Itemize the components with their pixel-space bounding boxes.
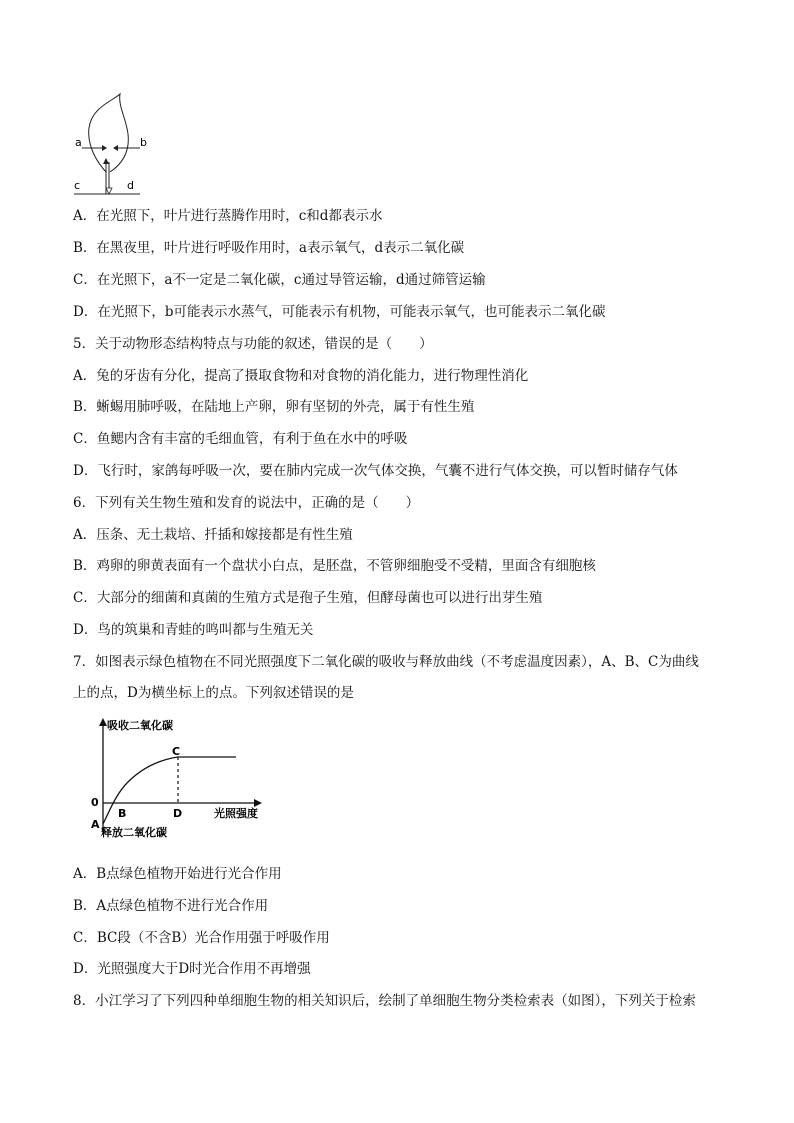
q7-option-d: D．光照强度大于D时光合作用不再增强 [73,961,311,977]
y-axis-arrow [99,718,107,726]
arrow-a [102,145,107,151]
q4-option-c: C．在光照下，a不一定是二氧化碳，c通过导管运输，d通过筛管运输 [73,272,486,288]
q7-option-c: C．BC段（不含B）光合作用强于呼吸作用 [73,930,330,946]
leaf-label-b: b [140,136,147,149]
q7-stem-line2: 上的点，D为横坐标上的点。下列叙述错误的是 [73,685,354,701]
q5-option-b: B．蜥蜴用肺呼吸，在陆地上产卵，卵有坚韧的外壳，属于有性生殖 [73,399,475,415]
arrow-b [113,145,118,151]
q6-option-b: B．鸡卵的卵黄表面有一个盘状小白点，是胚盘，不管卵细胞受不受精，里面含有细胞核 [73,558,596,574]
q7-stem-line1: 7．如图表示绿色植物在不同光照强度下二氧化碳的吸收与释放曲线（不考虑温度因素），A、B、C为曲线 [73,654,699,670]
q6-stem: 6．下列有关生物生殖和发育的说法中，正确的是（ ） [73,495,420,511]
q6-option-a: A．压条、无土栽培、扦插和嫁接都是有性生殖 [73,527,353,543]
leaf-outline [89,94,129,172]
q6-option-d: D．鸟的筑巢和青蛙的鸣叫都与生殖无关 [73,622,314,638]
q4-option-b: B．在黑夜里，叶片进行呼吸作用时，a表示氧气，d表示二氧化碳 [73,240,465,256]
q5-stem: 5．关于动物形态结构特点与功能的叙述，错误的是（ ） [73,336,433,352]
origin-label: 0 [91,796,99,809]
leaf-diagram [70,92,160,196]
leaf-label-d: d [127,179,134,192]
y-top-label: 吸收二氧化碳 [107,719,173,732]
q5-option-d: D．飞行时，家鸽每呼吸一次，要在肺内完成一次气体交换，气囊不进行气体交换，可以暂时储存气体 [73,463,678,479]
leaf-label-a: a [75,136,82,149]
q5-option-c: C．鱼鳃内含有丰富的毛细血管，有利于鱼在水中的呼吸 [73,431,408,447]
arrow-c [103,158,109,164]
q8-stem-line1: 8．小江学习了下列四种单细胞生物的相关知识后，绘制了单细胞生物分类检索表（如图），下列关于检索 [73,993,696,1009]
point-a-label: A [91,818,100,831]
q7-option-a: A．B点绿色植物开始进行光合作用 [73,866,282,882]
point-b-label: B [118,807,127,820]
point-c-label: C [172,745,181,758]
x-label: 光照强度 [214,807,258,820]
q7-option-b: B．A点绿色植物不进行光合作用 [73,898,269,914]
leaf-label-c: c [74,179,81,192]
q4-option-d: D．在光照下，b可能表示水蒸气，可能表示有机物，可能表示氧气，也可能表示二氧化碳 [73,304,606,320]
co2-curve-graph [88,716,268,838]
q6-option-c: C．大部分的细菌和真菌的生殖方式是孢子生殖，但酵母菌也可以进行出芽生殖 [73,590,543,606]
q4-option-a: A．在光照下，叶片进行蒸腾作用时，c和d都表示水 [73,208,383,224]
y-bottom-label: 释放二氧化碳 [101,826,167,838]
x-axis-arrow [254,799,262,807]
q5-option-a: A．兔的牙齿有分化，提高了摄取食物和对食物的消化能力，进行物理性消化 [73,368,529,384]
point-d-label: D [173,807,183,820]
arrow-d [106,188,112,194]
